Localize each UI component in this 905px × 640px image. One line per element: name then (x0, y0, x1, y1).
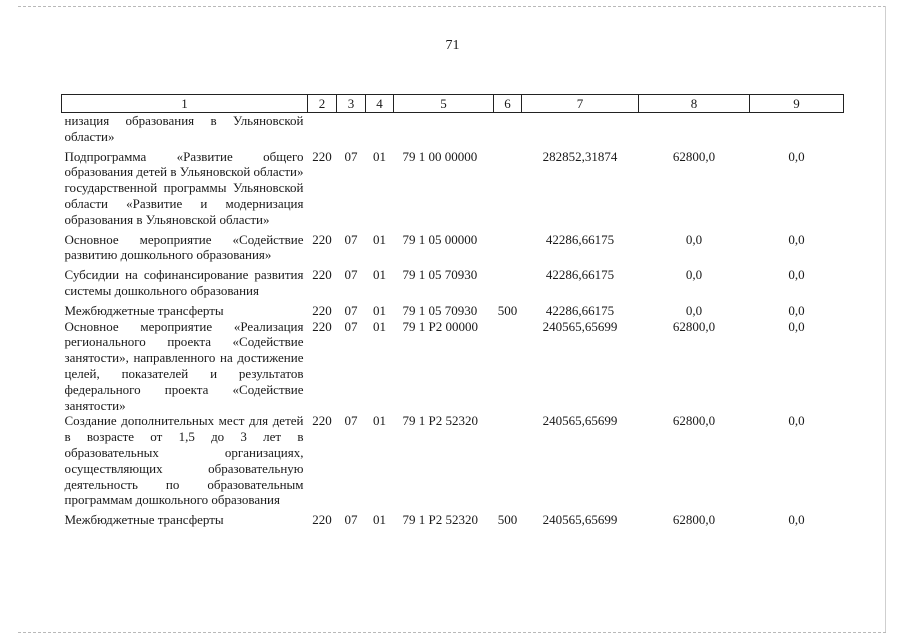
cell-amount-col8: 62800,0 (672, 148, 716, 164)
cell-target-article: 79 1 P2 52320 (402, 512, 478, 528)
table-row (62, 149, 844, 232)
cell-ministry: 220 (312, 148, 332, 164)
cell-amount-col9: 0,0 (788, 318, 805, 334)
row-name: низация образования в Ульяновской области» (64, 113, 304, 144)
scan-edge-right (885, 6, 886, 632)
page-number: 71 (445, 38, 460, 53)
cell-ministry: 220 (312, 512, 332, 528)
cell-ministry: 220 (312, 318, 332, 334)
cell-section: 07 (344, 231, 358, 247)
column-header: 4 (366, 95, 394, 113)
row-name: Подпрограмма «Развитие общего образования детей в Ульяновской области» государственной программы Ульяновской области «Развитие и модернизация образования в Ульяновской области» (64, 148, 304, 227)
cell-target-article: 79 1 P2 00000 (402, 318, 478, 334)
cell-section: 07 (344, 267, 358, 283)
cell-ministry (308, 113, 337, 149)
row-name: Основное мероприятие «Содействие развитию дошкольного образования» (64, 231, 304, 263)
cell-target-article: 79 1 05 00000 (402, 231, 478, 247)
cell-target-article: 79 1 00 00000 (402, 148, 478, 164)
cell-amount-col7: 42286,66175 (545, 231, 615, 247)
column-header: 7 (522, 95, 639, 113)
cell-subsection: 01 (373, 413, 386, 429)
cell-target-article: 79 1 05 70930 (402, 267, 478, 283)
cell-expense-type (494, 319, 522, 414)
cell-amount-col7: 42286,66175 (545, 267, 615, 283)
cell-expense-type: 500 (497, 512, 518, 528)
row-name: Межбюджетные трансферты (64, 512, 224, 528)
column-header: 5 (394, 95, 494, 113)
cell-amount-col8: 62800,0 (672, 318, 716, 334)
cell-ministry: 220 (312, 413, 332, 429)
cell-amount-col9: 0,0 (788, 148, 805, 164)
column-header: 8 (639, 95, 750, 113)
cell-subsection: 01 (373, 318, 386, 334)
row-name: Межбюджетные трансферты (64, 302, 224, 318)
table-row (62, 512, 844, 532)
cell-subsection: 01 (373, 512, 386, 528)
cell-expense-type: 500 (497, 302, 518, 318)
cell-amount-col7: 240565,65699 (542, 318, 618, 334)
cell-subsection (366, 113, 394, 149)
cell-amount-col9: 0,0 (788, 302, 805, 318)
row-name: Создание дополнительных мест для детей в возрасте от 1,5 до 3 лет в образовательных организациях, осуществляющих образовательную деятельность по образовательным программам дошкольного образования (64, 413, 304, 508)
cell-expense-type (494, 232, 522, 268)
row-name: Субсидии на софинансирование развития системы дошкольного образования (64, 267, 304, 298)
cell-ministry: 220 (312, 267, 332, 283)
cell-subsection: 01 (373, 231, 386, 247)
cell-amount-col9: 0,0 (788, 231, 805, 247)
cell-ministry: 220 (312, 302, 332, 318)
table-row (62, 267, 844, 303)
table-header (62, 95, 844, 113)
cell-section: 07 (344, 318, 358, 334)
cell-subsection: 01 (373, 302, 386, 318)
cell-amount-col9: 0,0 (788, 267, 805, 283)
column-header: 2 (308, 95, 337, 113)
cell-expense-type (494, 149, 522, 232)
column-header: 6 (494, 95, 522, 113)
cell-target-article: 79 1 P2 52320 (402, 413, 478, 429)
cell-section: 07 (344, 512, 358, 528)
cell-amount-col7 (522, 113, 639, 149)
cell-ministry: 220 (312, 231, 332, 247)
cell-section: 07 (344, 413, 358, 429)
cell-subsection: 01 (373, 148, 386, 164)
cell-subsection: 01 (373, 267, 386, 283)
cell-amount-col8: 62800,0 (672, 512, 716, 528)
column-header: 9 (750, 95, 844, 113)
cell-amount-col9: 0,0 (788, 413, 805, 429)
cell-expense-type (494, 267, 522, 303)
scan-edge-top (18, 6, 886, 7)
column-number-row (62, 95, 844, 113)
cell-amount-col8: 0,0 (685, 302, 703, 318)
cell-expense-type (494, 413, 522, 512)
scan-edge-bottom (18, 632, 886, 633)
table-row (62, 303, 844, 319)
cell-amount-col8: 0,0 (685, 267, 703, 283)
cell-expense-type (494, 113, 522, 149)
cell-amount-col7: 240565,65699 (542, 413, 618, 429)
cell-amount-col7: 282852,31874 (542, 148, 618, 164)
row-name: Основное мероприятие «Реализация регионального проекта «Содействие занятости», направленного на достижение целей, показателей и результатов федерального проекта «Содействие занятости» (64, 318, 304, 413)
cell-target-article (394, 113, 494, 149)
cell-section: 07 (344, 148, 358, 164)
table-body (62, 113, 844, 532)
table-row (62, 413, 844, 512)
cell-amount-col7: 240565,65699 (542, 512, 618, 528)
cell-amount-col9: 0,0 (788, 512, 805, 528)
table-row (62, 113, 844, 149)
cell-section (337, 113, 366, 149)
table-row (62, 319, 844, 414)
cell-amount-col7: 42286,66175 (545, 302, 615, 318)
cell-target-article: 79 1 05 70930 (402, 302, 478, 318)
budget-table (61, 94, 844, 532)
column-header: 3 (337, 95, 366, 113)
cell-amount-col8 (639, 113, 750, 149)
column-header: 1 (62, 95, 308, 113)
cell-section: 07 (344, 302, 358, 318)
cell-amount-col8: 62800,0 (672, 413, 716, 429)
cell-amount-col9 (750, 113, 844, 149)
cell-amount-col8: 0,0 (685, 231, 703, 247)
table-row (62, 232, 844, 268)
